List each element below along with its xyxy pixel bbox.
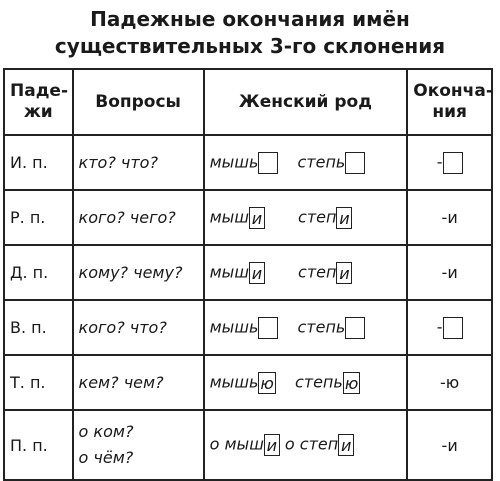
word-stem: мыш: [209, 207, 249, 226]
endings-table: [3, 68, 493, 481]
questions-cell: кого? что?: [73, 300, 204, 355]
header-case-line1: Паде-: [10, 81, 69, 101]
word-stem: степь: [297, 152, 346, 171]
header-case-line2: жи: [23, 102, 53, 122]
header-case: [4, 69, 73, 135]
case-cell: И. п.: [4, 135, 73, 190]
ending-dash: -: [436, 152, 443, 171]
questions-cell: [73, 410, 204, 480]
header-ending-line1: Оконча-: [413, 81, 493, 101]
word-stem: степь: [294, 372, 343, 391]
case-cell: Д. п.: [4, 245, 73, 300]
header-row: [4, 69, 492, 135]
ending-text: -и: [441, 263, 458, 282]
table-row: [4, 190, 492, 245]
ending-cell: [407, 245, 492, 300]
ending-box: ю: [344, 373, 359, 393]
ending-cell: [407, 300, 492, 355]
ending-box: [443, 152, 463, 174]
word-stem: мышь: [209, 317, 259, 336]
ending-box: [258, 317, 278, 339]
table-row: [4, 245, 492, 300]
ending-cell: [407, 410, 492, 480]
question-line-1: о ком?: [78, 422, 134, 441]
words-cell: [204, 190, 408, 245]
preposition: о: [284, 434, 300, 454]
title-line-2: существительных 3-го склонения: [54, 34, 446, 58]
words-cell: [204, 245, 408, 300]
word-stem: мышь: [209, 372, 259, 391]
ending-box: и: [336, 262, 352, 284]
table-row: [4, 355, 492, 410]
words-cell: [204, 410, 408, 480]
questions-cell: кем? чем?: [73, 355, 204, 410]
header-feminine: Женский род: [204, 69, 408, 135]
ending-text: -и: [441, 208, 458, 227]
ending-box: [345, 317, 365, 339]
word-stem: мыш: [224, 434, 264, 454]
words-cell: [204, 355, 408, 410]
ending-box: [345, 152, 365, 174]
ending-box: [258, 152, 278, 174]
case-cell: Т. п.: [4, 355, 73, 410]
preposition: о: [209, 434, 225, 454]
ending-cell: [407, 135, 492, 190]
questions-cell: кому? чему?: [73, 245, 204, 300]
table-row: [4, 300, 492, 355]
title-line-1: Падежные окончания имён: [90, 7, 410, 31]
header-ending: [407, 69, 492, 135]
ending-box: и: [338, 434, 354, 456]
header-questions: Вопросы: [73, 69, 204, 135]
ending-text: -ю: [440, 373, 460, 392]
ending-box: и: [249, 207, 265, 229]
case-cell: В. п.: [4, 300, 73, 355]
table-row: [4, 410, 492, 480]
ending-cell: [407, 355, 492, 410]
word-stem: мышь: [209, 152, 259, 171]
words-cell: [204, 300, 408, 355]
table-row: [4, 135, 492, 190]
ending-box: [443, 317, 463, 339]
words-cell: [204, 135, 408, 190]
ending-box: и: [336, 207, 352, 229]
ending-text: -и: [441, 435, 458, 455]
ending-box: и: [249, 262, 265, 284]
questions-cell: кто? что?: [73, 135, 204, 190]
case-cell: П. п.: [4, 410, 73, 480]
ending-cell: [407, 190, 492, 245]
ending-dash: -: [436, 317, 443, 336]
ending-box: ю: [260, 373, 274, 393]
word-stem: степ: [299, 434, 339, 454]
header-ending-line2: ния: [432, 102, 467, 122]
word-stem: мыш: [209, 262, 249, 281]
questions-cell: кого? чего?: [73, 190, 204, 245]
word-stem: степ: [298, 262, 337, 281]
ending-box: и: [264, 434, 280, 456]
question-line-2: о чём?: [78, 448, 134, 467]
case-cell: Р. п.: [4, 190, 73, 245]
word-stem: степь: [297, 317, 346, 336]
word-stem: степ: [298, 207, 337, 226]
